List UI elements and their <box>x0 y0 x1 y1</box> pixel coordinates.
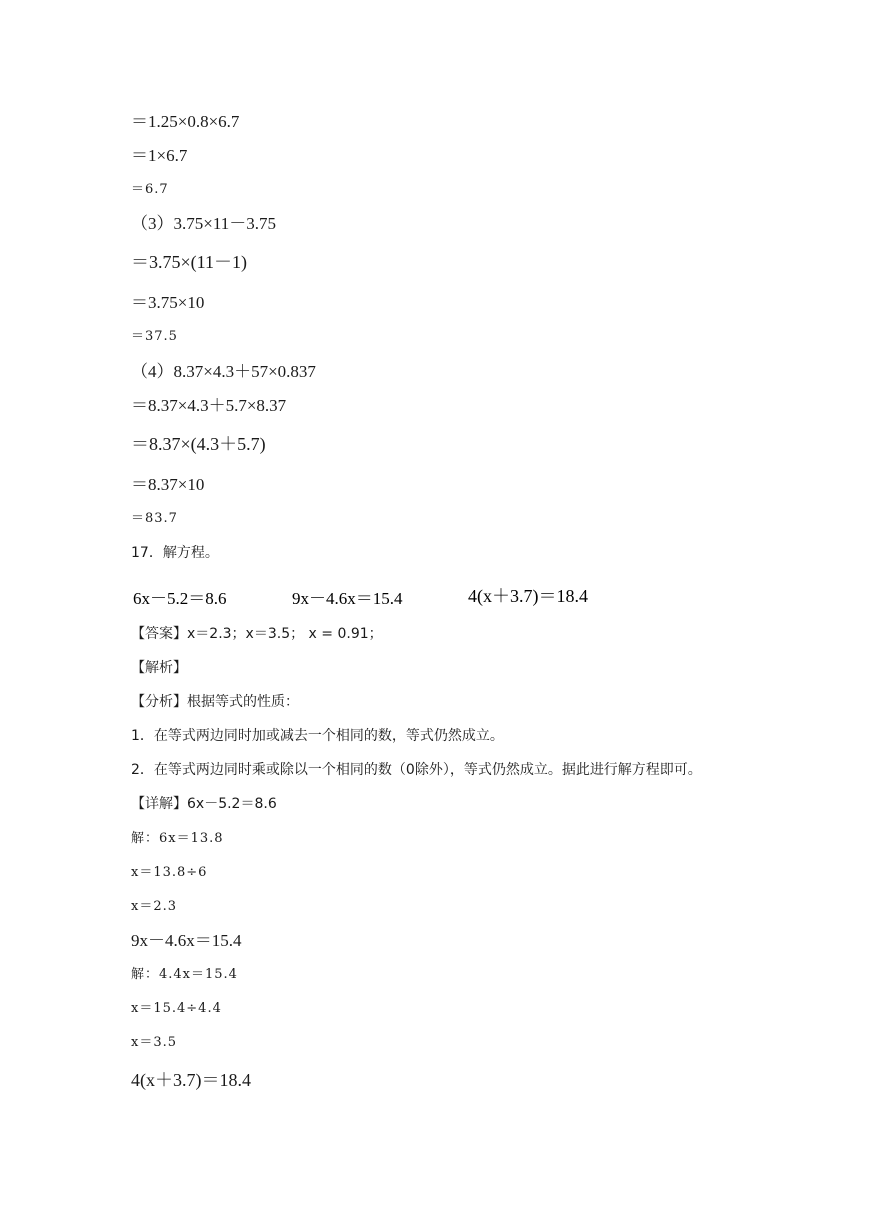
solution-step: 解：4.4x＝15.4 <box>131 967 238 982</box>
calc-step: ＝8.37×4.3＋5.7×8.37 <box>131 396 287 415</box>
calc-step: ＝3.75×(11－1) <box>131 252 247 272</box>
calc-step: ＝3.75×10 <box>131 293 205 312</box>
calc-step: ＝1.25×0.8×6.7 <box>131 112 240 131</box>
equation-1: 6x－5.2＝8.6 <box>133 589 227 608</box>
solution-step: 解：6x＝13.8 <box>131 831 224 846</box>
calc-step: ＝8.37×10 <box>131 475 205 494</box>
calc-result: ＝6.7 <box>131 182 169 197</box>
problem-3: （3）3.75×11－3.75 <box>131 214 276 233</box>
solution-step: x＝13.8÷6 <box>131 865 208 880</box>
problem-4: （4）8.37×4.3＋57×0.837 <box>131 362 316 381</box>
calc-step: ＝1×6.7 <box>131 146 188 165</box>
solution-step: x＝15.4÷4.4 <box>131 1001 222 1016</box>
detail-heading: 【详解】6x－5.2＝8.6 <box>131 796 277 812</box>
property-2: 2．在等式两边同时乘或除以一个相同的数（0除外），等式仍然成立。据此进行解方程即可。 <box>131 762 702 778</box>
analysis-heading: 【解析】 <box>131 660 187 676</box>
equation-3: 4(x＋3.7)＝18.4 <box>468 586 588 606</box>
analysis-intro: 【分析】根据等式的性质： <box>131 694 299 710</box>
calc-result: ＝83.7 <box>131 511 178 526</box>
solution-step: x＝2.3 <box>131 899 178 914</box>
equation-2: 9x－4.6x＝15.4 <box>292 589 403 608</box>
solution-step: x＝3.5 <box>131 1035 178 1050</box>
calc-step: ＝8.37×(4.3＋5.7) <box>131 434 266 454</box>
question-17-heading: 17．解方程。 <box>131 545 219 561</box>
calc-result: ＝37.5 <box>131 329 178 344</box>
answer-line: 【答案】x＝2.3；x＝3.5； x = 0.91； <box>131 626 383 642</box>
equation-3-restated: 4(x＋3.7)＝18.4 <box>131 1070 251 1090</box>
equation-2-restated: 9x－4.6x＝15.4 <box>131 931 242 950</box>
property-1: 1．在等式两边同时加或减去一个相同的数，等式仍然成立。 <box>131 728 504 744</box>
